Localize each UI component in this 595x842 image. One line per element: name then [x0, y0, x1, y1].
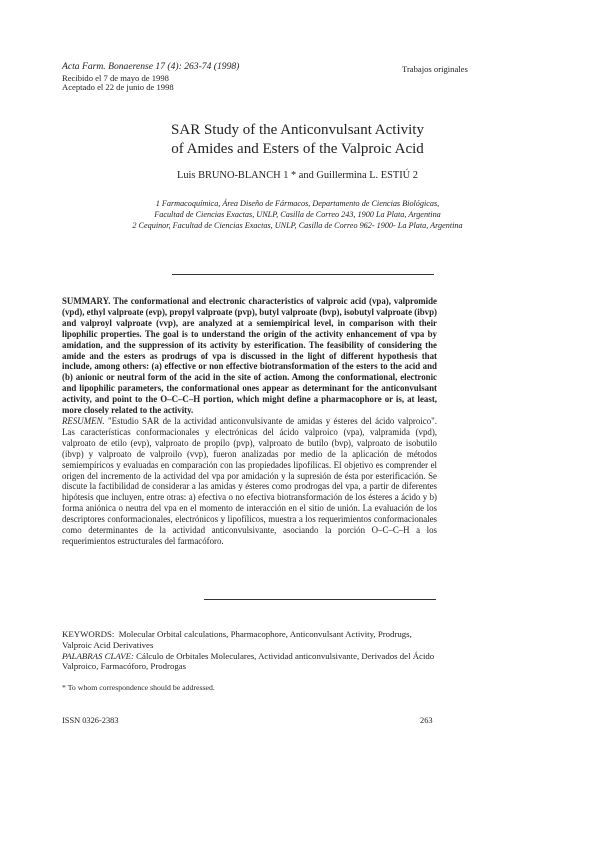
abstract-block — [62, 296, 437, 547]
resumen-paragraph — [62, 416, 437, 547]
issn: ISSN 0326-2383 — [62, 716, 119, 725]
affiliation-line-2: Facultad de Ciencias Exactas, UNLP, Casilla de Correo 243, 1900 La Plata, Argentina — [154, 210, 441, 219]
journal-citation: Acta Farm. Bonaerense 17 (4): 263-74 (1998) — [62, 61, 240, 72]
section-label: Trabajos originales — [402, 64, 468, 74]
affiliations — [0, 198, 595, 231]
keywords-en-text: Molecular Orbital calculations, Pharmacophore, Anticonvulsant Activity, Prodrugs, Valproic Acid Derivatives — [62, 629, 412, 650]
keywords-en — [62, 629, 437, 651]
page-number: 263 — [420, 716, 433, 725]
keywords-es — [62, 651, 437, 673]
title-line-2: of Amides and Esters of the Valproic Acid — [171, 141, 424, 157]
keywords-block — [62, 629, 437, 672]
paper-title — [0, 121, 595, 159]
received-date: Recibido el 7 de mayo de 1998 — [62, 73, 169, 83]
affiliation-line-1: 1 Farmacoquímica, Área Diseño de Fármacos, Departamento de Ciencias Biológicas, — [155, 199, 440, 208]
authors: Luis BRUNO-BLANCH 1 * and Guillermina L. ESTIÚ 2 — [177, 170, 418, 181]
keywords-en-label: KEYWORDS: — [62, 629, 115, 639]
correspondence-footnote: * To whom correspondence should be addressed. — [62, 683, 215, 692]
accepted-date: Aceptado el 22 de junio de 1998 — [62, 82, 174, 92]
bottom-divider — [204, 599, 436, 600]
keywords-es-text: Cálculo de Orbitales Moleculares, Actividad anticonvulsivante, Derivados del Ácido Valproico, Farmacóforo, Prodrogas — [62, 650, 435, 672]
resumen-label: RESUMEN. — [62, 415, 105, 426]
affiliation-line-3: 2 Cequinor, Facultad de Ciencias Exactas, UNLP, Casilla de Correo 962- 1900- La Plata, Argentina — [132, 221, 463, 230]
top-divider — [172, 274, 434, 275]
title-line-1: SAR Study of the Anticonvulsant Activity — [171, 122, 424, 138]
keywords-es-label: PALABRAS CLAVE: — [62, 650, 134, 661]
resumen-text: "Estudio SAR de la actividad anticonvulsivante de amidas y ésteres del ácido valproico". Las características conformacionales y electrónicas del ácido valproico (vpa), valpramida (vpd), valproato de etilo (evp), valproato de propilo (pvp), valproato de butilo (bvp), valproato de isobutilo (ibvp) y valproato de valproilo (vvp), fueron analizadas por medio de la aplicación de métodos semiempíricos y evaluadas en comparación con las propiedades lipofílicas. El objetivo es comprender el origen del incremento de la actividad del vpa por amidación y la supresión de ésta por esterificación. Se discute la factibilidad de considerar a las amidas y ésteres como prodrogas del vpa, a partir de diferentes hipótesis que incluyen, entre otras: a) efectiva o no efectiva biotransformación de los ésteres a ácido y b) forma aniónica o neutra del vpa en el momento de interacción en el sitio de unión. La evaluación de los descriptores conformacionales, electrónicos y lipofílicos, muestra a los requerimientos conformacionales como determinantes de la actividad anticonvulsivante, asociando la porción O–C–C–H a los requerimientos estructurales del farmacóforo. — [62, 415, 438, 546]
summary-text: SUMMARY. The conformational and electronic characteristics of valproic acid (vpa), valpromide (vpd), ethyl valproate (evp), propyl valproate (pvp), butyl valproate (bvp), isobutyl valproate (ibvp) and valproyl valproate (vvp), are analyzed at a semiempirical level, in comparison with their lipophilic properties. The goal is to understand the origin of the activity enhancement of vpa by amidation, and the suppression of its activity by esterification. The feasibility of considering the amide and the esters as prodrugs of vpa is discussed in the light of different hypothesis that include, among others: (a) effective or non effective biotransformation of the esters to the acid and (b) anionic or neutral form of the acid in the site of action. Among the conformational, electronic and lipophilic parameters, the conformational ones appear as determinant for the anticonvulsant activity, and point to the O–C–C–H portion, which might define a pharmacophore or is, at least, more closely related to the activity. — [62, 296, 437, 416]
